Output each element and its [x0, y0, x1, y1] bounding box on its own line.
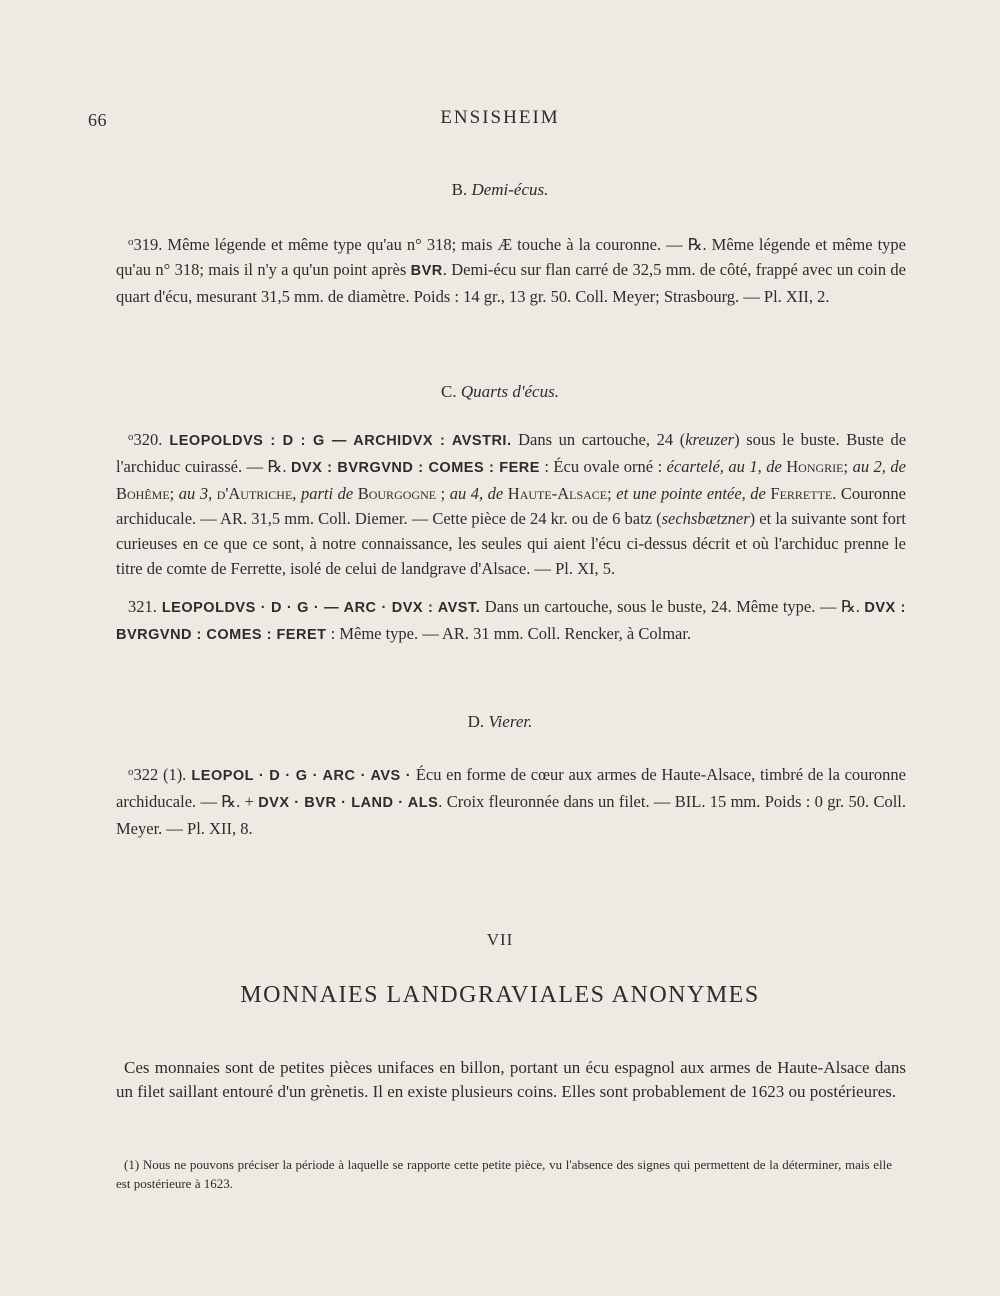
chapter-intro: Ces monnaies sont de petites pièces unifaces en billon, portant un écu espagnol aux armes de Haute-Alsace dans un filet saillant entouré d'un grènetis. Il en existe plusieurs coins. Elles sont probablement de 1623 ou postérieures.: [116, 1058, 906, 1101]
entry-319: $^o$319. Même légende et même type qu'au n° 318; mais Æ touche à la couronne. — ℞. Même légende et même type qu'au n° 318; mais il n'y a qu'un point après BVR. Demi-écu sur flan carré de 32,5 mm. de côté, frappé avec un coin de quart d'écu, mesurant 31,5 mm. de diamètre. Poids : 14 gr., 13 gr. 50. Coll. Meyer; Strasbourg. — Pl. XII, 2.: [116, 235, 907, 306]
running-title: ENSISHEIM: [440, 107, 560, 128]
page-number: 66: [88, 110, 107, 130]
entry-322: $^o$322 (1). LEOPOL · D · G · ARC · AVS · Écu en forme de cœur aux armes de Haute-Alsace, timbré de la couronne archiducale. — ℞. + DVX · BVR · LAND · ALS. Croix fleuronnée dans un filet. — BIL. 15 mm. Poids : 0 gr. 50. Coll. Meyer. — Pl. XII, 8.: [116, 765, 907, 838]
footnote: (1) Nous ne pouvons préciser la période à laquelle se rapporte cette petite pièce, vu l'absence des signes qui permettent de la déterminer, mais elle est postérieure à 1623.: [116, 1157, 892, 1191]
entry-320: $^o$320. LEOPOLDVS : D : G — ARCHIDVX : AVSTRI. Dans un cartouche, 24 (kreuzer) sous le buste. Buste de l'archiduc cuirassé. — ℞. DVX : BVRGVND : COMES : FERE : Écu ovale orné : écartelé, au 1, de Hongrie; au 2, de Bohême; au 3, d'Autriche, parti de Bourgogne ; au 4, de Haute-Alsace; et une pointe entée, de Ferrette. Couronne archiducale. — AR. 31,5 mm. Coll. Diemer. — Cette pièce de 24 kr. ou de 6 batz (sechsbætzner) et la suivante sont fort curieuses en ce que ce sont, à notre connaissance, les seules qui aient l'écu ci-dessus décrit et où l'archiduc prenne le titre de comte de Ferrette, isolé de celui de landgrave d'Alsace. — Pl. XI, 5.: [116, 430, 907, 578]
entry-321: 321. LEOPOLDVS · D · G · — ARC · DVX : AVST. Dans un cartouche, sous le buste, 24. Même type. — ℞. DVX : BVRGVND : COMES : FERET : Même type. — AR. 31 mm. Coll. Rencker, à Colmar.: [116, 597, 906, 643]
section-heading-c: C. Quarts d'écus.: [441, 382, 559, 401]
chapter-number: VII: [486, 930, 514, 949]
chapter-title: MONNAIES LANDGRAVIALES ANONYMES: [240, 982, 760, 1008]
section-heading-d: D. Vierer.: [467, 712, 533, 731]
section-heading-b: B. Demi-écus.: [451, 180, 549, 199]
